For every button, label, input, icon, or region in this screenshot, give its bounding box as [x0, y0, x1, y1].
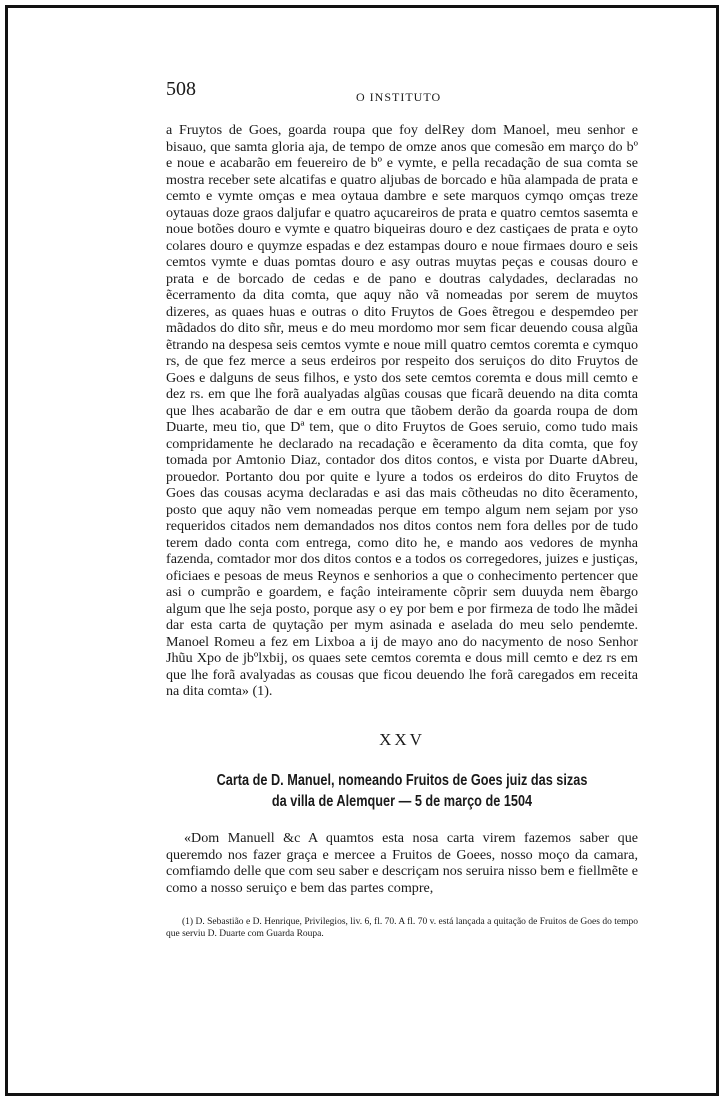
page-header [166, 78, 626, 108]
document-title [208, 770, 595, 812]
letter-text-block [166, 830, 638, 896]
footnote: (1) D. Sebastião e D. Henrique, Privilegios, liv. 6, fl. 70. A fl. 70 v. está lançada a quitação de Fruitos de Goes do tempo que serviu D. Duarte com Guarda Roupa. [166, 917, 638, 939]
main-text-block [166, 122, 638, 700]
page-number: 508 [166, 78, 196, 100]
document-title-line-2: da villa de Alemquer — 5 de março de 1504 [271, 793, 533, 810]
document-title-line-1: Carta de D. Manuel, nomeando Fruitos de Goes juiz das sizas [216, 772, 588, 789]
section-number: XXV [379, 730, 425, 749]
letter-paragraph: «Dom Manuell &c A quamtos esta nosa carta virem fazemos saber que queremdo nos fazer graça e mercee a Fruitos de Goees, nosso moço da camara, comfiamdo delle que com seu saber e descriçam nos seruira nisso bem e fiellmẽte e como a nosso seruiço e bem das partes compre, [166, 830, 638, 896]
running-title: O INSTITUTO [356, 90, 442, 104]
book-page [5, 5, 719, 1096]
body-paragraph: a Fruytos de Goes, goarda roupa que foy delRey dom Manoel, meu senhor e bisauo, que samta gloria aja, de tempo de omze anos que comesão em março do bº e noue e acabarão em feuereiro de bº e vymte, e pella recadação de sua comta se mostra receber sete alcatifas e quatro aljubas de borcado e hũa alampada de prata e cemto e vymte omças e mea oytaua dambre e sete marquos cymqo omças treze oytauas doze graos daljufar e quatro açucareiros de prata e quatro cemtos sasemta e noue botões douro e vymte e quatro biqueiras douro e dez castiçaes de prata e oyto colares douro e quymze espadas e dez estampas douro e noue firmaes douro e seis cemtos vymte e duas pomtas douro e asy outras muytas peças e cousas douro e prata e de borcado de cedas e de pano e doutras calydades, declaradas no ẽcerramento da dita comta, que aquy não vã nomeadas por serem de muytos dizeres, as quaes huas e outras o dito Fruytos de Goes ẽtregou e despemdeo per mãdados do dito sñr, meus e do meu mordomo mor sem ficar deuendo cousa algũa ẽtrando na despesa seis cemtos vymte e noue mill quatro cemtos coremta e cymquo rs, de que fez merce a seus erdeiros por respeito dos seruiços do dito Fruytos de Goes e dalguns de seus filhos, e ysto dos sete cemtos coremta e dous mill cemto e dez rs. em que lhe forã aualyadas algũas cousas que ficarã deuendo na dita comta que lhes acabarão de dar e em outra que tãobem derão da goarda roupa de dom Duarte, meu tio, que Dª tem, que o dito Fruytos de Goes seruio, como tudo mais compridamente he declarado na recadação e ẽceramento da dita comta, que foy tomada por Amtonio Diaz, contador dos ditos contos, e vista por Duarte dAbreu, prouedor. Portanto dou por quite e lyure a todos os erdeiros do dito Fruytos de Goes das cousas acyma declaradas e asi das mais cõtheudas no dito ẽceramento, posto que aquy não vem nomeadas perque em tempo algum nem sejam por yso requeridos citados nem demandados nos ditos contos nem fora delles por de tudo terem dado conta com entrega, como dito he, e mando aos vedores de mynha fazenda, comtador mor dos ditos contos e a todos os corregedores, juizes e justiças, oficiaes e pesoas de meus Reynos e senhorios a que o conhecimento pertencer que asi o cumprão e goardem, e façâo inteiramente cõprir sem duuyda nem ẽbargo algum que lhe seja posto, porque asy o ey por bem e por firmeza de todo lhe mãdei dar esta carta de quytação per mym asinada e aselada do meu selo pendemte. Manoel Romeu a fez em Lixboa a ij de mayo ano do nacymento de noso Senhor Jhũu Xpo de jbºlxbij, os quaes sete cemtos coremta e dous mill cemto e dez rs em que lhe forã avalyadas as cousas que ficou deuendo lhe forã caregados em receita na dita comta» (1). [166, 122, 638, 699]
